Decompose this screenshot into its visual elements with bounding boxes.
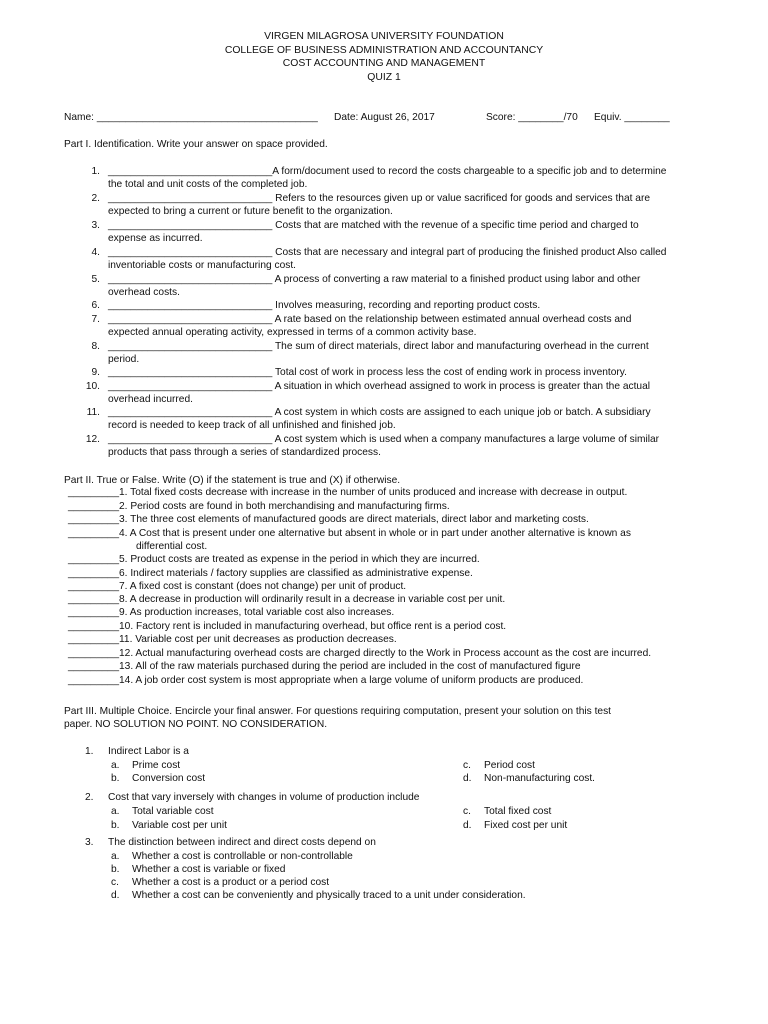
score-field: Score: ________/70 [486, 112, 578, 123]
part1-item-number: 7. [91, 314, 100, 325]
q2-option-c-key: c. [463, 806, 471, 817]
part2-item: _________4. A Cost that is present under one alternative but absent in whole or in part under another alternative is known as [68, 528, 631, 539]
part1-item-number: 11. [86, 407, 100, 418]
part1-item-text: _____________________________A form/document used to record the costs chargeable to a specific job and to determine [108, 166, 667, 177]
q1-option-d[interactable]: Non-manufacturing cost. [484, 773, 595, 784]
part1-item-text-continued: overhead incurred. [108, 394, 193, 405]
part2-item: _________11. Variable cost per unit decreases as production decreases. [68, 634, 397, 645]
university-name: VIRGEN MILAGROSA UNIVERSITY FOUNDATION [264, 31, 504, 42]
part1-item-text: _____________________________ Costs that are necessary and integral part of producing the finished product Also called [108, 247, 667, 258]
q2-option-d[interactable]: Fixed cost per unit [484, 820, 568, 831]
part2-title: Part II. True or False. Write (O) if the statement is true and (X) if otherwise. [64, 475, 401, 486]
quiz-title: QUIZ 1 [367, 72, 401, 83]
college-name: COLLEGE OF BUSINESS ADMINISTRATION AND ACCOUNTANCY [224, 45, 544, 56]
q3-option-d[interactable]: Whether a cost can be conveniently and physically traced to a unit under consideration. [132, 890, 526, 901]
part1-item-text-continued: overhead costs. [108, 287, 180, 298]
part1-item-number: 10. [85, 381, 100, 392]
q1-option-b[interactable]: Conversion cost [132, 773, 206, 784]
part2-item: _________8. A decrease in production will ordinarily result in a decrease in variable cost per unit. [68, 594, 506, 605]
part2-item: _________3. The three cost elements of manufactured goods are direct materials, direct labor and marketing costs. [68, 514, 589, 525]
part3-title-line2: paper. NO SOLUTION NO POINT. NO CONSIDERATION. [64, 719, 328, 730]
part1-item-text-continued: the total and unit costs of the completed job. [108, 179, 308, 190]
part1-item-number: 8. [91, 341, 100, 352]
name-field: Name: _______________________________________ [64, 112, 318, 123]
part2-item: _________12. Actual manufacturing overhead costs are charged directly to the Work in Process account as the cost are incurred. [68, 648, 652, 659]
part2-item: _________13. All of the raw materials purchased during the period are included in the cost of manufactured figure [68, 661, 581, 672]
q3-option-a[interactable]: Whether a cost is controllable or non-controllable [132, 851, 353, 862]
q3-option-d-key: d. [111, 890, 120, 901]
part1-item-number: 12. [85, 434, 100, 445]
q1-number: 1. [85, 746, 94, 757]
part2-item: _________5. Product costs are treated as expense in the period in which they are incurred. [68, 554, 480, 565]
q1-option-b-key: b. [111, 773, 120, 784]
part3-title-line1: Part III. Multiple Choice. Encircle your final answer. For questions requiring computation, present your solution on this test [64, 706, 611, 717]
part1-title: Part I. Identification. Write your answer on space provided. [64, 139, 328, 150]
q1-option-a-key: a. [111, 760, 120, 771]
part1-item-number: 6. [91, 300, 100, 311]
part1-item-text-continued: inventoriable costs or manufacturing cost. [108, 260, 296, 271]
part1-item-text: _____________________________ A cost system in which costs are assigned to each unique job or batch. A subsidiary [108, 407, 651, 418]
part1-item-number: 4. [91, 247, 100, 258]
part1-item-text-continued: record is needed to keep track of all unfinished and finished job. [108, 420, 396, 431]
q3-text: The distinction between indirect and direct costs depend on [108, 837, 376, 848]
part2-item: _________14. A job order cost system is most appropriate when a large volume of uniform products are produced. [68, 675, 584, 686]
q3-option-a-key: a. [111, 851, 120, 862]
part1-item-text: _____________________________ A situation in which overhead assigned to work in process is greater than the actual [108, 381, 651, 392]
q1-option-d-key: d. [463, 773, 472, 784]
part2-item-continued: differential cost. [136, 541, 208, 552]
q2-number: 2. [85, 792, 94, 803]
part2-item: _________10. Factory rent is included in manufacturing overhead, but office rent is a period cost. [68, 621, 507, 632]
q2-text: Cost that vary inversely with changes in volume of production include [108, 792, 420, 803]
part2-item: _________2. Period costs are found in both merchandising and manufacturing firms. [68, 501, 450, 512]
q3-option-b[interactable]: Whether a cost is variable or fixed [132, 864, 286, 875]
part1-item-number: 5. [91, 274, 100, 285]
q3-option-b-key: b. [111, 864, 120, 875]
part1-item-number: 3. [91, 220, 100, 231]
q3-number: 3. [85, 837, 94, 848]
part1-item-text-continued: products that pass through a series of standardized process. [108, 447, 381, 458]
part1-item-text-continued: expense as incurred. [108, 233, 203, 244]
q3-option-c[interactable]: Whether a cost is a product or a period cost [132, 877, 330, 888]
part1-item-number: 9. [91, 367, 100, 378]
part1-item-text: _____________________________ Total cost of work in process less the cost of ending work in process inventory. [108, 367, 627, 378]
q2-option-a-key: a. [111, 806, 120, 817]
q2-option-a[interactable]: Total variable cost [132, 806, 214, 817]
part2-item: _________7. A fixed cost is constant (does not change) per unit of product. [68, 581, 407, 592]
q2-option-d-key: d. [463, 820, 472, 831]
date-field: Date: August 26, 2017 [334, 112, 435, 123]
q2-option-b[interactable]: Variable cost per unit [132, 820, 227, 831]
part1-item-text-continued: expected to bring a current or future benefit to the organization. [108, 206, 393, 217]
part2-item: _________1. Total fixed costs decrease with increase in the number of units produced and increase with decrease in output. [68, 487, 628, 498]
part1-item-text: _____________________________ Involves measuring, recording and reporting product costs. [108, 300, 541, 311]
part1-item-text: _____________________________ Costs that are matched with the revenue of a specific time period and charged to [108, 220, 639, 231]
part1-item-text: _____________________________ A process of converting a raw material to a finished product using labor and other [108, 274, 641, 285]
part1-item-text: _____________________________ A rate based on the relationship between estimated annual overhead costs and [108, 314, 632, 325]
course-title: COST ACCOUNTING AND MANAGEMENT [282, 58, 486, 69]
part1-item-number: 1. [91, 166, 100, 177]
q1-text: Indirect Labor is a [108, 746, 189, 757]
q2-option-c[interactable]: Total fixed cost [484, 806, 552, 817]
part2-item: _________9. As production increases, total variable cost also increases. [68, 607, 395, 618]
part1-item-text-continued: period. [108, 354, 140, 365]
q1-option-c-key: c. [463, 760, 471, 771]
part1-item-text: _____________________________ Refers to the resources given up or value sacrificed for goods and services that are [108, 193, 651, 204]
q1-option-c[interactable]: Period cost [484, 760, 535, 771]
q2-option-b-key: b. [111, 820, 120, 831]
q3-option-c-key: c. [111, 877, 119, 888]
part2-item: _________6. Indirect materials / factory supplies are classified as administrative expense. [68, 568, 473, 579]
part1-item-text-continued: expected annual operating activity, expressed in terms of a common activity base. [108, 327, 477, 338]
part1-item-text: _____________________________ A cost system which is used when a company manufactures a large volume of similar [108, 434, 660, 445]
equiv-field: Equiv. ________ [594, 112, 670, 123]
q1-option-a[interactable]: Prime cost [132, 760, 181, 771]
part1-item-text: _____________________________ The sum of direct materials, direct labor and manufacturing overhead in the current [108, 341, 649, 352]
part1-item-number: 2. [91, 193, 100, 204]
